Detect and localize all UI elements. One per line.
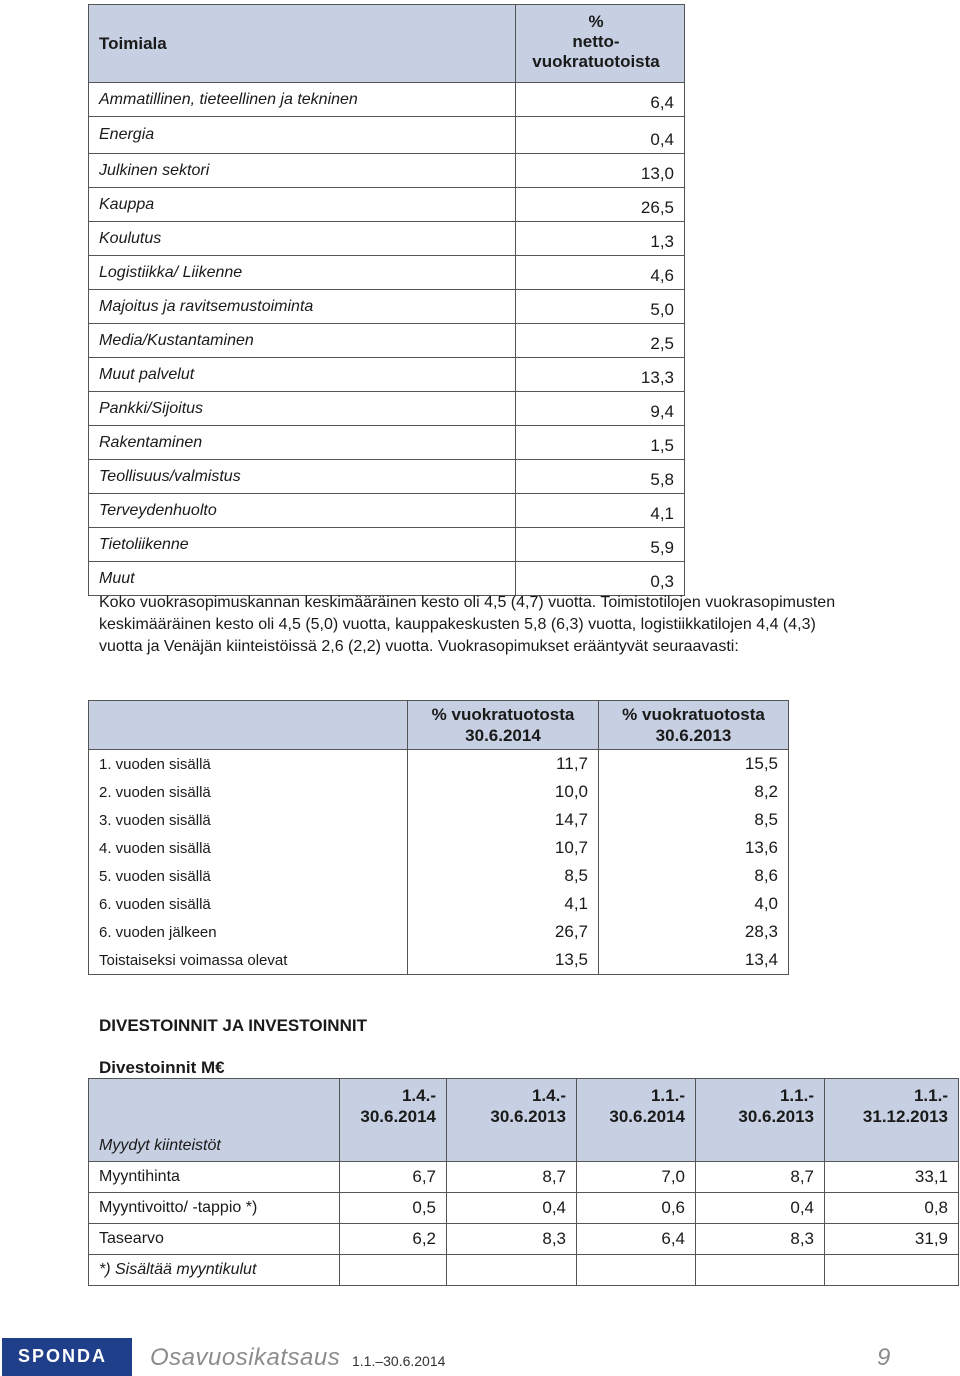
industry-table-header [89,5,685,83]
row-value-2013: 8,2 [599,778,789,806]
row-label: Myyntivoitto/ -tappio *) [89,1193,340,1224]
table-row [89,834,789,862]
lease-expiry-header [89,701,789,750]
empty-cell [577,1255,696,1286]
header-sold-properties: Myydyt kiinteistöt [89,1079,340,1162]
table-row [89,778,789,806]
row-label: Tasearvo [89,1224,340,1255]
row-label: Ammatillinen, tieteellinen ja tekninen [89,83,516,117]
header-period-4: 1.1.- 30.6.2013 [696,1079,825,1162]
section-title: DIVESTOINNIT JA INVESTOINNIT [99,1016,367,1035]
row-label: Kauppa [89,188,516,222]
row-value: 2,5 [516,324,685,358]
header-industry: Toimiala [89,5,516,83]
row-value-2013: 15,5 [599,750,789,779]
row-value: 8,7 [696,1162,825,1193]
row-value-2013: 13,4 [599,946,789,975]
row-value-2014: 26,7 [408,918,599,946]
table-row [89,83,685,117]
header-blank [89,701,408,750]
row-label: 4. vuoden sisällä [89,834,408,862]
table-row [89,1224,959,1255]
table-row [89,154,685,188]
row-label: Pankki/Sijoitus [89,392,516,426]
subsection-title: Divestoinnit M€ [99,1058,225,1077]
row-label: 1. vuoden sisällä [89,750,408,779]
divestments-table [88,1078,959,1286]
row-value: 26,5 [516,188,685,222]
row-value: 8,3 [447,1224,577,1255]
header-period-2: 1.4.- 30.6.2013 [447,1079,577,1162]
empty-cell [340,1255,447,1286]
header-period-1: 1.4.- 30.6.2014 [340,1079,447,1162]
lease-duration-paragraph: Koko vuokrasopimuskannan keskimääräinen kesto oli 4,5 (4,7) vuotta. Toimistotilojen vuokrasopimusten keskimääräinen kesto oli 4,5 (5,0) vuotta, kauppakeskusten 5,8 (6,3) vuotta, logistiikkatilojen 4,4 (4,3) vuotta ja Venäjän kiinteistöissä 2,6 (2,2) vuotta. Vuokrasopimukset erääntyvät seuraavasti: [99,594,836,655]
row-value: 0,8 [825,1193,959,1224]
table-row [89,1162,959,1193]
row-value: 7,0 [577,1162,696,1193]
table-row [89,290,685,324]
table-row [89,528,685,562]
row-label: Tietoliikenne [89,528,516,562]
empty-cell [447,1255,577,1286]
logo-text: SPONDA [18,1346,108,1366]
row-value: 6,7 [340,1162,447,1193]
row-value: 6,4 [577,1224,696,1255]
empty-cell [825,1255,959,1286]
row-label: Majoitus ja ravitsemustoiminta [89,290,516,324]
row-value: 6,4 [516,83,685,117]
table-row [89,946,789,975]
footnote-row [89,1255,959,1286]
row-value: 1,5 [516,426,685,460]
row-value: 6,2 [340,1224,447,1255]
row-value: 4,1 [516,494,685,528]
table-row [89,188,685,222]
row-value: 31,9 [825,1224,959,1255]
row-value: 5,8 [516,460,685,494]
header-2014: % vuokratuotosta 30.6.2014 [408,701,599,750]
footer-title: Osavuosikatsaus [150,1344,341,1371]
row-value: 4,6 [516,256,685,290]
table-row [89,460,685,494]
table-row [89,806,789,834]
table-row [89,562,685,596]
row-label: 5. vuoden sisällä [89,862,408,890]
row-value: 9,4 [516,392,685,426]
row-value-2013: 4,0 [599,890,789,918]
row-label: Koulutus [89,222,516,256]
table-row [89,222,685,256]
divestments-header [89,1079,959,1162]
row-value-2013: 8,5 [599,806,789,834]
row-label: 3. vuoden sisällä [89,806,408,834]
row-value-2014: 10,7 [408,834,599,862]
page-number: 9 [877,1344,891,1371]
row-value: 0,6 [577,1193,696,1224]
header-2013: % vuokratuotosta 30.6.2013 [599,701,789,750]
row-label: Logistiikka/ Liikenne [89,256,516,290]
row-label: Energia [89,117,516,154]
table-row [89,862,789,890]
row-label: 6. vuoden jälkeen [89,918,408,946]
row-value-2013: 13,6 [599,834,789,862]
table-row [89,1193,959,1224]
row-value-2014: 4,1 [408,890,599,918]
table-row [89,918,789,946]
row-value: 5,9 [516,528,685,562]
row-label: Rakentaminen [89,426,516,460]
lease-expiry-table [88,700,789,975]
header-period-3: 1.1.- 30.6.2014 [577,1079,696,1162]
footnote: *) Sisältää myyntikulut [89,1255,340,1286]
row-value-2014: 14,7 [408,806,599,834]
row-value: 0,4 [516,117,685,154]
row-label: 2. vuoden sisällä [89,778,408,806]
row-value-2014: 10,0 [408,778,599,806]
table-row [89,392,685,426]
row-value: 8,7 [447,1162,577,1193]
row-label: Teollisuus/valmistus [89,460,516,494]
row-label: 6. vuoden sisällä [89,890,408,918]
table-row [89,256,685,290]
row-label: Muut [89,562,516,596]
table-row [89,750,789,779]
table-row [89,358,685,392]
row-label: Terveydenhuolto [89,494,516,528]
row-value-2013: 8,6 [599,862,789,890]
row-value: 1,3 [516,222,685,256]
row-value-2014: 11,7 [408,750,599,779]
row-value-2014: 13,5 [408,946,599,975]
row-value: 0,3 [516,562,685,596]
row-label: Media/Kustantaminen [89,324,516,358]
empty-cell [696,1255,825,1286]
table-row [89,324,685,358]
row-value: 0,4 [696,1193,825,1224]
row-value: 8,3 [696,1224,825,1255]
industry-table [88,4,685,596]
header-percent: % netto- vuokratuotoista [516,5,685,83]
header-period-5: 1.1.- 31.12.2013 [825,1079,959,1162]
table-row [89,117,685,154]
row-value: 33,1 [825,1162,959,1193]
row-value-2013: 28,3 [599,918,789,946]
row-label: Muut palvelut [89,358,516,392]
row-value-2014: 8,5 [408,862,599,890]
table-row [89,494,685,528]
row-value: 13,0 [516,154,685,188]
table-row [89,426,685,460]
row-value: 13,3 [516,358,685,392]
row-label: Julkinen sektori [89,154,516,188]
table-row [89,890,789,918]
row-value: 5,0 [516,290,685,324]
row-label: Toistaiseksi voimassa olevat [89,946,408,975]
footer-date: 1.1.–30.6.2014 [352,1353,446,1369]
row-value: 0,4 [447,1193,577,1224]
row-label: Myyntihinta [89,1162,340,1193]
row-value: 0,5 [340,1193,447,1224]
